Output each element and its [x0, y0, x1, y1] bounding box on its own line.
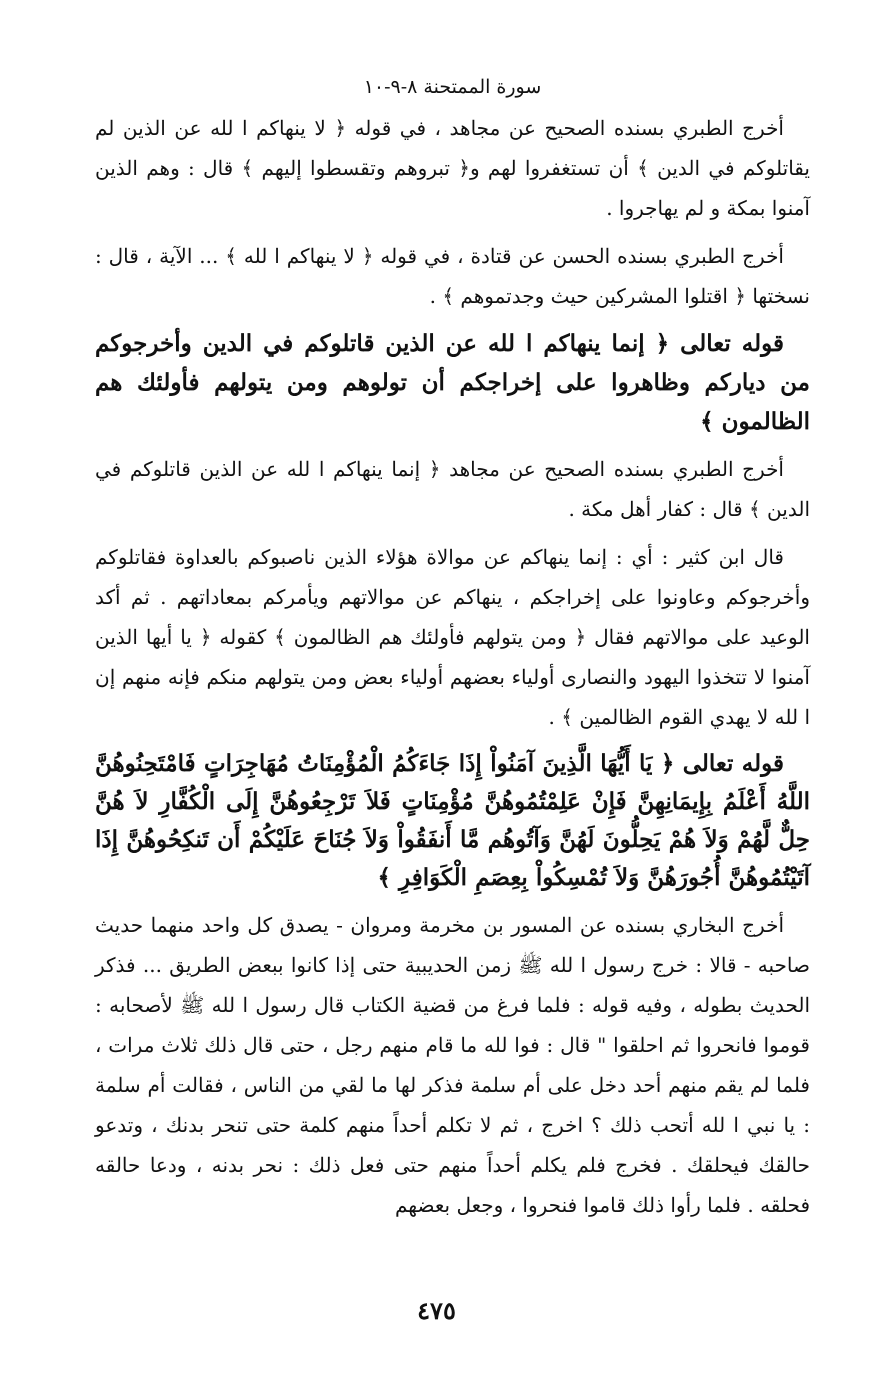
paragraph-tabari-mujahid: أخرج الطبري بسنده الصحيح عن مجاهد ، في قوله ﴿ لا ينهاكم ا لله عن الذين لم يقاتلوكم في الدين ﴾ أن تستغفروا لهم و﴿ تبروهم وتقسطوا إليهم ﴾ قال : وهم الذين آمنوا بمكة و لم يهاجروا . [95, 116, 810, 220]
page-body [95, 72, 810, 1233]
paragraph-tabari-mujahid-2: أخرج الطبري بسنده الصحيح عن مجاهد ﴿ إنما ينهاكم ا لله عن الذين قاتلوكم في الدين ﴾ قال : كفار أهل مكة . [95, 457, 810, 521]
paragraph-tabari-qatada: أخرج الطبري بسنده الحسن عن قتادة ، في قوله ﴿ لا ينهاكم ا لله ﴾ ... الآية ، قال : نسختها ﴿ اقتلوا المشركين حيث وجدتموهم ﴾ . [95, 244, 810, 308]
running-header: سورة الممتحنة ٨-٩-١٠ [363, 76, 542, 98]
paragraph-bukhari: أخرج البخاري بسنده عن المسور بن مخرمة ومروان - يصدق كل واحد منهما حديث صاحبه - قالا : خرج رسول ا لله ﷺ زمن الحديبية حتى إذا كانوا ببعض الطريق ... فذكر الحديث بطوله ، وفيه قوله : فلما فرغ من قضية الكتاب قال رسول ا لله ﷺ لأصحابه : قوموا فانحروا ثم احلقوا " قال : فوا لله ما قام منهم رجل ، حتى قال ذلك ثلاث مرات ، فلما لم يقم منهم أحد دخل على أم سلمة فذكر لها ما لقي من الناس ، فقالت أم سلمة : يا نبي ا لله أتحب ذلك ؟ اخرج ، ثم لا تكلم أحداً منهم كلمة حتى تنحر بدنك ، وتدعو حالقك فيحلقك . فخرج فلم يكلم أحداً منهم حتى فعل ذلك : نحر بدنه ، ودعا حالقه فحلقه . فلما رأوا ذلك قاموا فنحروا ، وجعل بعضهم [95, 913, 810, 1217]
verse-heading-9: قوله تعالى ﴿ إنما ينهاكم ا لله عن الذين قاتلوكم في الدين وأخرجوكم من دياركم وظاهروا على إخراجكم أن تولوهم ومن يتولهم فأولئك هم الظالمون ﴾ [95, 330, 810, 435]
verse-heading-10: قوله تعالى ﴿ يَا أَيُّهَا الَّذِينَ آمَنُواْ إِذَا جَاءَكُمُ الْمُؤْمِنَاتُ مُهَاجِرَاتٍ فَامْتَحِنُوهُنَّ اللَّهُ أَعْلَمُ بِإِيمَانِهِنَّ فَإِنْ عَلِمْتُمُوهُنَّ مُؤْمِنَاتٍ فَلاَ تَرْجِعُوهُنَّ إِلَى الْكُفَّارِ لاَ هُنَّ حِلٌّ لَّهُمْ وَلاَ هُمْ يَحِلُّونَ لَهُنَّ وَآتُوهُم مَّا أَنفَقُواْ وَلاَ جُنَاحَ عَلَيْكُمْ أَن تَنكِحُوهُنَّ إِذَا آتَيْتُمُوهُنَّ أُجُورَهُنَّ وَلاَ تُمْسِكُواْ بِعِصَمِ الْكَوَافِرِ ﴾ [95, 750, 810, 891]
page-number: ٤٧٥ [417, 1296, 456, 1325]
paragraph-ibn-kathir: قال ابن كثير : أي : إنما ينهاكم عن موالاة هؤلاء الذين ناصبوكم بالعداوة فقاتلوكم وأخرجوكم وعاونوا على إخراجكم ، ينهاكم عن موالاتهم ويأمركم بمعاداتهم . ثم أكد الوعيد على موالاتهم فقال ﴿ ومن يتولهم فأولئك هم الظالمون ﴾ كقوله ﴿ يا أيها الذين آمنوا لا تتخذوا اليهود والنصارى أولياء بعضهم أولياء بعض ومن يتولهم منكم فإنه منهم إن ا لله لا يهدي القوم الظالمين ﴾ . [95, 545, 810, 729]
